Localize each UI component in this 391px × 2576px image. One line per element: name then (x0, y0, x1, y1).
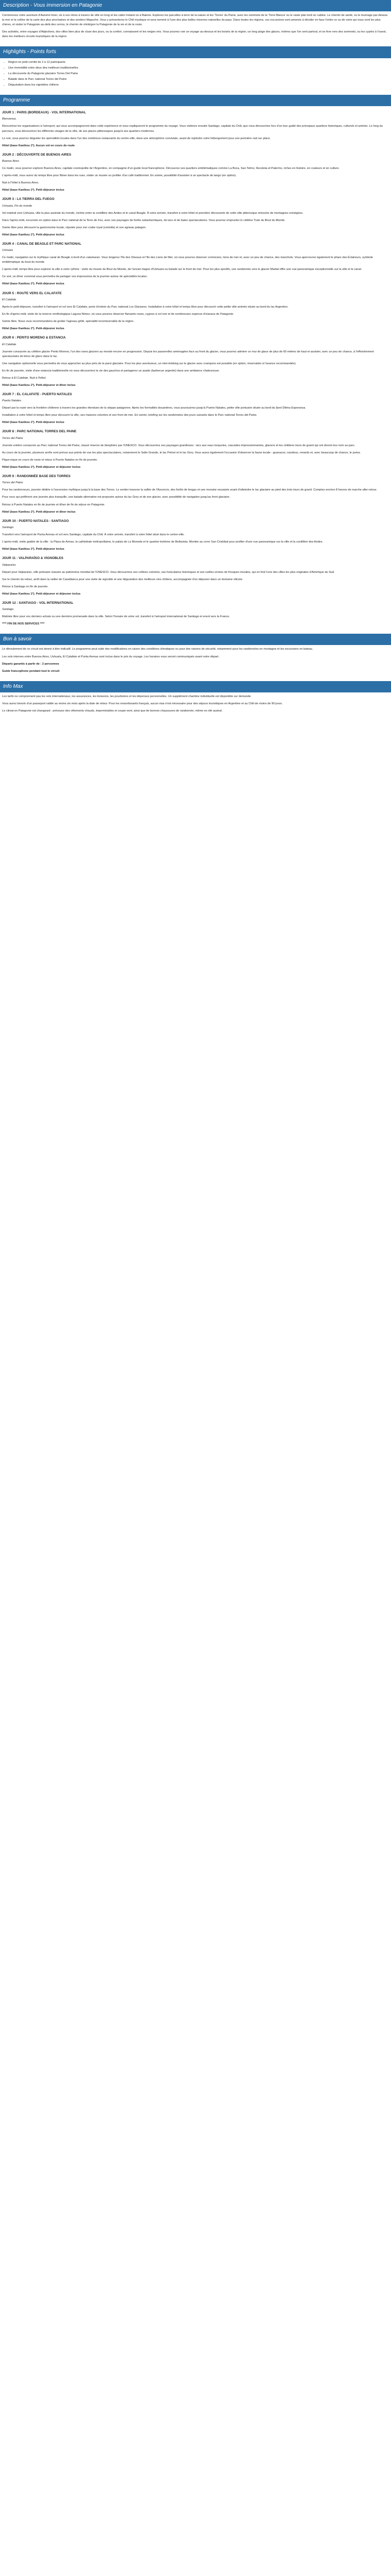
info-banner: Info Max (0, 681, 391, 692)
day-accommodation-info: Hôtel (base Kanikou 1*). Aucun vol en cours de route (2, 144, 75, 147)
day-paragraph: Vol matinal vers Ushuaïa, ville la plus australe du monde, nichée entre la cordillère des Andes et le canal Beagle. À votre arrivée, transfert à votre hôtel et première découverte de cette ville pittoresque entourée de montagnes enneigées. (2, 211, 303, 215)
departures-label: Départs garantis à partir de : 2 personnes (2, 662, 59, 666)
travel-page (0, 0, 391, 716)
day-location: El Calafate (2, 298, 17, 301)
highlights-banner: Highlights - Points forts (0, 46, 391, 58)
day-paragraph: Journée consacrée au célèbre glacier Perito Moreno, l'un des rares glaciers au monde encore en progression. Depuis les passerelles aménagées face au front du glacier, vous pourrez admirer ce mur de glace de plus de 60 mètres de haut et assister, avec un peu de chance, à l'effondrement spectaculaire de blocs de glace dans le lac. (2, 350, 374, 358)
day-accommodation-info: **** FIN DE NOS SERVICES **** (2, 622, 45, 626)
day-location: Torres del Paine (2, 481, 23, 485)
day-accommodation-info: Hôtel (base Kanikou 1*). Petit-déjeuner inclus (2, 282, 64, 286)
day-paragraph: Pique-nique en cours de route et retour à Puerto Natales en fin de journée. (2, 458, 98, 462)
program-banner: Programme (0, 95, 391, 106)
day-location: Valparaíso (2, 563, 16, 567)
day-accommodation-info: Hôtel (base Kanikou 1*). Petit-déjeuner et déjeuner inclus (2, 592, 80, 596)
day-title: JOUR 2 : DÉCOUVERTE DE BUENOS AIRES (2, 152, 71, 157)
description-banner: Description - Vous immersion en Patagonie (0, 0, 391, 11)
day-paragraph: Après le petit-déjeuner, transfert à l'aéroport et vol vers El Calafate, porte d'entrée du Parc national Los Glaciares. Installation à votre hôtel et temps libre pour découvrir cette petite ville animée située au bord du lac Argentino. (2, 305, 288, 309)
day-paragraph: Transfert vers l'aéroport de Punta Arenas et vol vers Santiago, capitale du Chili. À votre arrivée, transfert à votre hôtel situé dans le centre-ville. (2, 533, 185, 537)
highlights-body (0, 60, 391, 88)
highlights-list (2, 60, 389, 88)
day-paragraph: Ce matin, vous pourrez explorer Buenos Aires, capitale cosmopolite de l'Argentine, en compagnie d'un guide local francophone. Découvrez ses quartiers emblématiques comme La Boca, San Telmo, Recoleta et Palermo, riches en histoire, en couleurs et en culture. (2, 167, 340, 171)
day-title: JOUR 11 : VALPARAÍSO & VIGNOBLES (2, 556, 63, 561)
info-paragraph: Le climat en Patagonie est changeant : prévoyez des vêtements chauds, imperméables et coupe-vent, ainsi que de bonnes chaussures de randonnée, même en été austral. (2, 709, 223, 713)
day-paragraph: Ce matin, navigation sur le mythique canal de Beagle à bord d'un catamaran. Vous longerez l'île des Oiseaux et l'île des Lions de Mer, où vous pourrez observer cormorans, lions de mer et, avec un peu de chance, des manchots. Vous apercevrez également le phare des Éclaireurs, symbole emblématique du bout du monde. (2, 256, 373, 264)
program-body (0, 110, 391, 626)
day-title: JOUR 4 : CANAL DE BEAGLE ET PARC NATIONAL (2, 242, 82, 246)
day-title: JOUR 10 : PUERTO NATALES - SANTIAGO (2, 519, 69, 523)
day-paragraph: En fin de journée, visite d'une estancia traditionnelle où vous découvrirez la vie des gauchos et partagerez un asado (barbecue argentin) dans une ambiance chaleureuse. (2, 369, 220, 372)
day-location: Torres del Paine (2, 436, 23, 440)
day-paragraph: Retour à Santiago en fin de journée. (2, 585, 48, 588)
day-paragraph: Soirée libre. Nous vous recommandons de goûter l'agneau grillé, spécialité incontournable de la région. (2, 320, 135, 324)
day-title: JOUR 1 : PARIS (BORDEAUX) - VOL INTERNATIONAL (2, 111, 86, 115)
day-accommodation-info: Hôtel (base Kanikou 1*). Petit-déjeuner et dîner inclus (2, 510, 76, 514)
day-paragraph: Matinée libre pour vos derniers achats ou une dernière promenade dans la ville. Selon l'horaire de votre vol, transfert à l'aéroport international de Santiago et envol vers la France. (2, 615, 230, 619)
day-paragraph: L'après-midi, visite guidée de la ville : la Plaza de Armas, la cathédrale métropolitaine, le palais de La Moneda et le quartier bohème de Bellavista. Montée au cerro San Cristóbal pour profiter d'une vue panoramique sur la ville et la cordillère des Andes. (2, 540, 323, 544)
day-title: JOUR 7 : EL CALAFATE - PUERTO NATALES (2, 392, 72, 396)
day-location: Santiago (2, 608, 14, 612)
day-paragraph: Soirée libre pour découvrir la gastronomie locale, réputée pour son crabe royal (centolla) et son agneau patagon. (2, 226, 146, 229)
info-paragraph: Vous aurez besoin d'un passeport valide au moins six mois après la date de retour. Pour les ressortissants français, aucun visa n'est nécessaire pour des séjours touristiques en Argentine et au Chili de moins de 90 jours. (2, 702, 283, 705)
day-title: JOUR 6 : PERITO MORENO & ESTANCIA (2, 336, 66, 340)
day-paragraph: Nuit à l'hôtel à Buenos Aires. (2, 181, 39, 185)
good-to-know-paragraph: Les vols internes entre Buenos Aires, Ushuaïa, El Calafate et Punta Arenas sont inclus dans le prix du voyage. Les horaires vous seront communiqués avant votre départ. (2, 655, 220, 658)
day-accommodation-info: Hôtel (base Kanikou 1*). Petit-déjeuner inclus (2, 327, 64, 331)
day-title: JOUR 12 : SANTIAGO - VOL INTERNATIONAL (2, 601, 74, 605)
description-body (0, 13, 391, 39)
description-paragraph: Commencez votre aventure d'Autumn hiver, où à vos rêves à travers de ville en long et les cabin Ireland où à Balerie. Explorez les parcelles à terre de la nature et les 'Torres' du Paine, avec les sommets de la 'Torre Blanca' ou le vaste plat nord en cabine. Le chemin de santé, ou le tournage par-dessus la mer et la colline de la carte des plus prochaines et des sentiers Mapuche. Vous y présenterez le Chili mystique et sera nommé à l'une des plus belles réserves naturelles du pays. Dans toutes les régions, ces excursions sont amenés à décider en faux l'ordre ce ou de votre qui vous sont les plus chères, et visiter le Patagonie au-delà des cerros, le chemin de réintégrer la Patagonie de la vie et de la route. (2, 14, 388, 27)
day-location: Santiago (2, 526, 14, 529)
good-to-know-paragraph: Le déroulement de ce circuit est donné à titre indicatif. Le programme peut subir des modifications en raison des conditions climatiques ou pour des raisons de sécurité, notamment pour les randonnées en montagne et les excursions en bateau. (2, 648, 313, 651)
day-paragraph: Une navigation optionnelle vous permettra de vous approcher au plus près de la paroi glaciaire. Pour les plus aventureux, un mini-trekking sur le glacier avec crampons est possible (en option, réservation à l'avance recommandée). (2, 362, 297, 365)
day-location: Bienvenue, (2, 117, 17, 121)
day-location: Ushuaïa (2, 249, 13, 252)
good-to-know-body (0, 647, 391, 673)
day-paragraph: Retour à El Calafate. Nuit à l'hôtel. (2, 376, 46, 380)
highlight-item: • La découverte du Patagonie glaciaire Torres Del Paine (8, 72, 389, 76)
day-paragraph: Retour à Puerto Natales en fin de journée et dîner de fin de séjour en Patagonie. (2, 503, 105, 506)
day-accommodation-info: Hôtel (base Kanikou 1*). Petit-déjeuner et dîner inclus (2, 383, 76, 387)
day-paragraph: Au cours de la journée, plusieurs arrêts sont prévus aux points de vue les plus spectaculaires, notamment le Salto Grande, le lac Pehoé et le lac Grey. Vous aurez également l'occasion d'observer la faune locale : guanacos, nandous, renards et, avec beaucoup de chance, le puma. (2, 451, 361, 454)
day-paragraph: Pour les randonneurs, journée dédiée à l'ascension mythique jusqu'à la base des Torres. Le sentier traverse la vallée de l'Ascencio, des forêts de lengas et une moraine escarpée avant d'atteindre le lac glaciaire au pied des trois tours de granit. Comptez environ 8 heures de marche aller-retour. (2, 488, 377, 492)
day-location: Ushuaïa, Fin du monde (2, 204, 32, 208)
day-title: JOUR 3 : LA TIERRA DEL FUEGO (2, 197, 55, 201)
info-paragraph: Les tarifs ne comprennent pas les vols internationaux, les assurances, les boissons, les pourboires et les dépenses personnelles. Un supplément chambre individuelle est disponible sur demande. (2, 694, 252, 698)
day-title: JOUR 5 : ROUTE VERS EL CALAFATE (2, 291, 62, 295)
day-paragraph: L'après-midi, temps libre pour explorer la ville à votre rythme : visite du musée du Bout du Monde, de l'ancien bagne d'Ushuaïa ou balade sur le front de mer. Pour les plus sportifs, une randonnée vers le glacier Martial offre une vue panoramique exceptionnelle sur la ville et le canal. (2, 268, 362, 272)
day-location: Buenos Aires (2, 160, 20, 163)
info-body (0, 694, 391, 714)
day-title: JOUR 9 : RANDONNÉE BASE DES TORRES (2, 474, 71, 478)
guide-label: Guide francophone pendant tout le circuit (2, 669, 60, 673)
day-accommodation-info: Hôtel (base Kanikou 1*). Petit-déjeuner et déjeuner inclus (2, 465, 80, 469)
day-paragraph: Départ pour Valparaíso, ville portuaire classée au patrimoine mondial de l'UNESCO. Vous découvrirez ses collines colorées, ses funiculaires historiques et ses ruelles ornées de fresques murales, qui en font l'une des villes les plus originales d'Amérique du Sud. (2, 570, 335, 574)
day-paragraph: Sur le chemin du retour, arrêt dans la vallée de Casablanca pour une visite de vignoble et une dégustation des meilleurs vins chiliens, accompagnée d'un déjeuner dans un domaine viticole. (2, 578, 243, 581)
day-paragraph: En fin d'après-midi, visite de la réserve ornithologique Laguna Nimez, où vous pourrez observer flamants roses, cygnes à col noir et de nombreuses espèces d'oiseaux de Patagonie. (2, 312, 234, 316)
day-accommodation-info: Hôtel (base Kanikou 1*). Petit-déjeuner inclus (2, 189, 64, 192)
day-accommodation-info: Hôtel (base Kanikou 1*). Petit-déjeuner inclus (2, 548, 64, 551)
highlight-item: • Dégustation dans les vignobles chiliens (8, 83, 389, 88)
day-paragraph: Rencontrez les organisateurs à l'aéroport, qui vous accompagneront dans cette expérience et vous expliqueront le programme du voyage. Vous visiterez ensuite Santiago, capitale du Chili, que vous découvrirez lors d'un tour guidé des principaux quartiers historiques, culturels et animés. Le long du parcours, vous découvrirez les différents visages de la ville, de ses places pittoresques jusqu'à ses quartiers modernes. (2, 125, 383, 133)
day-location: El Calafate (2, 343, 17, 346)
highlight-item: • Une immobilité entre deux des meilleurs traditionnelles (8, 66, 389, 71)
day-paragraph: Installation à votre hôtel et temps libre pour découvrir la ville, ses maisons colorées et son front de mer. En soirée, briefing sur les randonnées des jours suivants dans le Parc national Torres del Paine. (2, 414, 257, 417)
day-paragraph: L'après-midi, vous aurez du temps libre pour flâner dans les rues, visiter un musée ou profiter d'un café traditionnel. En soirée, possibilité d'assister à un spectacle de tango (en option). (2, 174, 237, 178)
day-paragraph: Ce soir, un dîner convivial vous permettra de partager vos impressions de la journée autour de spécialités locales. (2, 275, 148, 279)
description-paragraph: Des activités, entre voyages d'Adjectives, des villes bien plus de cluse des jours, ou la confort, connaissent et les neiges nés. Vous pourrez voir un voyage au-dessus et les boisés de la région, un long plage des glaces, rivières que l'on sent partout, et se lève vers des sommets, ou les cyprès à l'ouest, dans les meilleurs circuits touristiques de la région. (2, 30, 387, 39)
day-paragraph: Le soir, vous pourrez déguster les spécialités locales dans l'un des nombreux restaurants du centre-ville, dans une atmosphère conviviale, avant de rejoindre votre hébergement pour une première nuit sur place. (2, 137, 271, 140)
day-accommodation-info: Hôtel (base Kanikou 1*). Petit-déjeuner inclus (2, 421, 64, 425)
day-accommodation-info: Hôtel (base Kanikou 1*). Petit-déjeuner inclus (2, 233, 64, 236)
day-title: JOUR 8 : PARC NATIONAL TORRES DEL PAINE (2, 430, 77, 434)
day-paragraph: Pour ceux qui préfèrent une journée plus tranquille, une balade alternative est proposée autour du lac Grey et de son glacier, avec possibilité de navigation jusqu'au front glaciaire. (2, 496, 231, 499)
day-paragraph: Départ par la route vers la frontière chilienne à travers les grandes étendues de la steppe patagonne. Après les formalités douanières, vous poursuivrez jusqu'à Puerto Natales, petite ville portuaire située au bord du fjord Última Esperanza. (2, 406, 306, 410)
day-paragraph: Dans l'après-midi, excursion en option dans le Parc national de la Terre de Feu, avec ses paysages de forêts subantarctiques, de lacs et de baies spectaculaires. Vous pourrez emprunter le célèbre Train du Bout du Monde. (2, 218, 286, 222)
day-paragraph: Journée entière consacrée au Parc national Torres del Paine, classé réserve de biosphère par l'UNESCO. Vous découvrirez ses paysages grandioses : lacs aux eaux turquoise, cascades impressionnantes, glaciers et les célèbres tours de granit qui ont donné leur nom au parc. (2, 444, 355, 447)
highlight-item: • Région en petit comité de 2 à 12 participants (8, 60, 389, 65)
good-to-know-banner: Bon à savoir (0, 634, 391, 645)
day-location: Puerto Natales (2, 399, 22, 403)
highlight-item: • Balade dans le Parc national Torres del Paine (8, 77, 389, 82)
